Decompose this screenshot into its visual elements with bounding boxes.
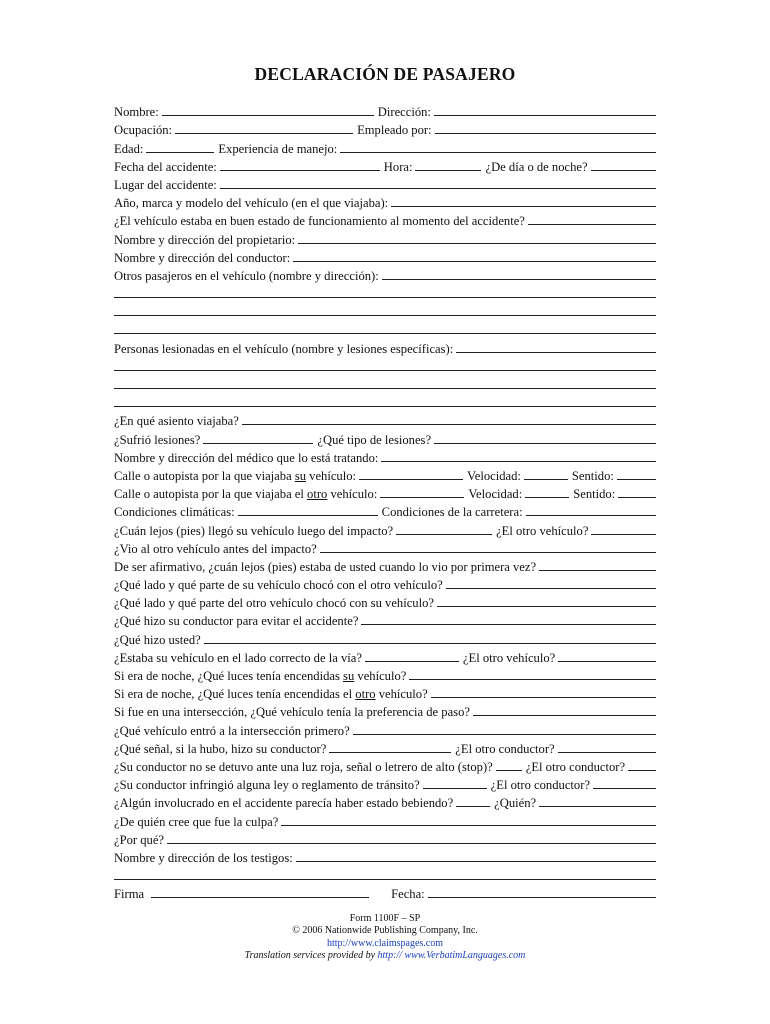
form-row [114, 519, 656, 537]
field-label: ¿Qué hizo su conductor para evitar el accidente? [114, 614, 359, 629]
field-label: Velocidad: [467, 468, 521, 483]
tipo-lesiones-field[interactable] [434, 443, 656, 444]
field-label: De ser afirmativo, ¿cuán lejos (pies) estaba de usted cuando lo vio por primera vez? [114, 559, 537, 574]
translation-credit: Translation services provided by http:// www.VerbatimLanguages.com [244, 950, 526, 962]
testigos-field[interactable] [296, 861, 656, 862]
field-label: Nombre y dirección de los testigos: [114, 850, 293, 865]
field-label: Dirección: [377, 105, 431, 120]
field-label: Fecha: [391, 887, 425, 902]
form-row [114, 810, 656, 828]
field-label: ¿Qué tipo de lesiones? [317, 432, 432, 447]
afirmativo-field[interactable] [539, 570, 656, 571]
form-row [114, 483, 656, 501]
field-label: ¿Qué lado y qué parte de su vehículo chocó con el otro vehículo? [114, 578, 443, 593]
firma-field[interactable] [151, 897, 369, 898]
field-label: Si fue en una intersección, ¿Qué vehículo tenía la preferencia de paso? [114, 705, 470, 720]
lado-su-field[interactable] [446, 588, 656, 589]
lado-otro-field[interactable] [437, 606, 656, 607]
infringio-field[interactable] [423, 788, 487, 789]
form-row [114, 647, 656, 665]
form-row [114, 265, 656, 283]
nombre-field[interactable] [162, 115, 374, 116]
field-label: Nombre: [114, 105, 159, 120]
form-row [114, 283, 656, 301]
quien-field[interactable] [539, 806, 656, 807]
buen-estado-field[interactable] [528, 224, 656, 225]
field-label: Calle o autopista por la que viajaba el otro vehículo: [114, 487, 378, 502]
form-row [114, 337, 656, 355]
field-label: Sentido: [571, 468, 614, 483]
velocidad-su-field[interactable] [524, 479, 568, 480]
copyright: © 2006 Nationwide Publishing Company, Inc. [292, 925, 478, 937]
form-row [114, 610, 656, 628]
otros-pasajeros-line[interactable] [114, 333, 656, 334]
culpa-field[interactable] [281, 825, 656, 826]
otros-pasajeros-field[interactable] [382, 279, 656, 280]
field-label: ¿En qué asiento viajaba? [114, 414, 239, 429]
asiento-field[interactable] [242, 424, 656, 425]
field-label: ¿Qué señal, si la hubo, hizo su conductor? [114, 741, 327, 756]
form-row [114, 592, 656, 610]
field-label: Personas lesionadas en el vehículo (nombre y lesiones específicas): [114, 341, 454, 356]
form-row [114, 319, 656, 337]
field-label: Edad: [114, 141, 144, 156]
form-row [114, 374, 656, 392]
page-footer [0, 913, 770, 963]
form-row [114, 865, 656, 883]
sentido-otro-field[interactable] [618, 497, 656, 498]
lesionadas-field[interactable] [456, 352, 656, 353]
field-label: ¿Algún involucrado en el accidente parecía haber estado bebiendo? [114, 796, 454, 811]
field-label: ¿El vehículo estaba en buen estado de funcionamiento al momento del accidente? [114, 214, 525, 229]
field-label: ¿Cuán lejos (pies) llegó su vehículo luego del impacto? [114, 523, 394, 538]
field-label: ¿De día o de noche? [485, 159, 588, 174]
ocupacion-field[interactable] [175, 133, 353, 134]
form-row [114, 119, 656, 137]
form-row [114, 538, 656, 556]
cuan-lejos-field[interactable] [396, 534, 492, 535]
form-row [114, 774, 656, 792]
medico-field[interactable] [381, 461, 656, 462]
field-label: ¿Estaba su vehículo en el lado correcto de la vía? [114, 650, 362, 665]
fecha-accidente-field[interactable] [220, 170, 380, 171]
field-label: Nombre y dirección del propietario: [114, 232, 296, 247]
form-row [114, 301, 656, 319]
sufrio-field[interactable] [203, 443, 313, 444]
dia-noche-field[interactable] [591, 170, 656, 171]
field-label: Lugar del accidente: [114, 177, 217, 192]
field-label: ¿Vio al otro vehículo antes del impacto? [114, 541, 317, 556]
field-label: ¿El otro conductor? [455, 741, 555, 756]
field-label: Año, marca y modelo del vehículo (en el que viajaba): [114, 196, 389, 211]
form-row [114, 137, 656, 155]
form-row [114, 410, 656, 428]
field-label: Empleado por: [357, 123, 432, 138]
detuvo-otro-field[interactable] [628, 770, 656, 771]
testigos-line[interactable] [114, 879, 656, 880]
form-row [114, 719, 656, 737]
lesionadas-line[interactable] [114, 388, 656, 389]
field-label: ¿Su conductor infringió alguna ley o reglamento de tránsito? [114, 778, 420, 793]
field-label: Condiciones climáticas: [114, 505, 235, 520]
field-label: ¿El otro conductor? [525, 759, 626, 774]
field-label: ¿El otro vehículo? [496, 523, 589, 538]
form-row [114, 447, 656, 465]
claimspages-link[interactable]: http://www.claimspages.com [327, 937, 443, 949]
form-row [114, 847, 656, 865]
field-label: ¿Qué vehículo entró a la intersección primero? [114, 723, 350, 738]
passenger-statement-form [114, 101, 656, 901]
propietario-field[interactable] [298, 243, 656, 244]
lado-correcto-otro-field[interactable] [558, 661, 656, 662]
form-row [114, 210, 656, 228]
lugar-field[interactable] [220, 188, 656, 189]
climaticas-field[interactable] [238, 515, 378, 516]
form-row [114, 428, 656, 446]
senal-field[interactable] [329, 752, 451, 753]
form-row [114, 738, 656, 756]
field-label: Firma [114, 887, 145, 902]
senal-otro-field[interactable] [558, 752, 656, 753]
form-row [114, 756, 656, 774]
form-row [114, 465, 656, 483]
empleado-por-field[interactable] [435, 133, 656, 134]
field-label: Experiencia de manejo: [218, 141, 338, 156]
form-row [114, 501, 656, 519]
form-row [114, 356, 656, 374]
form-row [114, 701, 656, 719]
form-row [114, 683, 656, 701]
vio-otro-field[interactable] [320, 552, 656, 553]
form-row [114, 101, 656, 119]
calle-su-field[interactable] [359, 479, 463, 480]
interseccion-field[interactable] [473, 715, 656, 716]
lesionadas-line[interactable] [114, 370, 656, 371]
field-label: ¿Qué lado y qué parte del otro vehículo chocó con su vehículo? [114, 596, 434, 611]
carretera-field[interactable] [526, 515, 656, 516]
form-row [114, 392, 656, 410]
field-label: Condiciones de la carretera: [381, 505, 523, 520]
field-label: ¿De quién cree que fue la culpa? [114, 814, 279, 829]
page-title: DECLARACIÓN DE PASAJERO [254, 64, 516, 84]
sentido-su-field[interactable] [617, 479, 656, 480]
field-label: ¿Quién? [494, 796, 537, 811]
direccion-field[interactable] [434, 115, 656, 116]
form-row [114, 156, 656, 174]
conductor-field[interactable] [293, 261, 656, 262]
verbatim-link[interactable]: http:// www.VerbatimLanguages.com [377, 950, 526, 962]
infringio-otro-field[interactable] [593, 788, 656, 789]
hizo-usted-field[interactable] [204, 643, 656, 644]
form-row [114, 792, 656, 810]
form-row [114, 556, 656, 574]
field-label: Otros pasajeros en el vehículo (nombre y dirección): [114, 268, 379, 283]
field-label: ¿Por qué? [114, 832, 165, 847]
form-row [114, 665, 656, 683]
field-label: Si era de noche, ¿Qué luces tenía encendidas su vehículo? [114, 669, 407, 683]
field-label: ¿El otro vehículo? [462, 650, 556, 665]
ano-marca-field[interactable] [391, 206, 656, 207]
form-row [114, 574, 656, 592]
form-row [114, 247, 656, 265]
calle-otro-field[interactable] [380, 497, 464, 498]
field-label: ¿El otro conductor? [490, 778, 590, 793]
field-label: ¿Qué hizo usted? [114, 632, 201, 647]
form-row [114, 829, 656, 847]
field-label: Si era de noche, ¿Qué luces tenía encendidas el otro vehículo? [114, 687, 428, 702]
field-label: ¿Su conductor no se detuvo ante una luz roja, señal o letrero de alto (stop)? [114, 759, 493, 774]
field-label: Ocupación: [114, 123, 173, 138]
form-row [114, 192, 656, 210]
cuan-lejos-otro-field[interactable] [591, 534, 656, 535]
otros-pasajeros-line[interactable] [114, 315, 656, 316]
entro-field[interactable] [353, 734, 656, 735]
fecha-field[interactable] [428, 897, 656, 898]
form-row [114, 883, 656, 901]
edad-field[interactable] [146, 152, 214, 153]
form-row [114, 628, 656, 646]
field-label: Velocidad: [468, 487, 523, 502]
hizo-conductor-field[interactable] [361, 624, 656, 625]
velocidad-otro-field[interactable] [525, 497, 569, 498]
otros-pasajeros-line[interactable] [114, 297, 656, 298]
form-row [114, 228, 656, 246]
experiencia-field[interactable] [340, 152, 656, 153]
bebiendo-field[interactable] [456, 806, 490, 807]
field-label: Nombre y dirección del conductor: [114, 250, 291, 265]
luces-otro-field[interactable] [431, 697, 656, 698]
lado-correcto-field[interactable] [365, 661, 459, 662]
field-label: ¿Sufrió lesiones? [114, 432, 201, 447]
field-label: Nombre y dirección del médico que lo está tratando: [114, 450, 379, 465]
luces-su-field[interactable] [409, 679, 656, 680]
form-row [114, 174, 656, 192]
detuvo-field[interactable] [496, 770, 522, 771]
hora-field[interactable] [415, 170, 481, 171]
field-label: Fecha del accidente: [114, 159, 217, 174]
form-number: Form 1100F – SP [349, 913, 421, 924]
field-label: Sentido: [573, 487, 616, 502]
lesionadas-line[interactable] [114, 406, 656, 407]
field-label: Hora: [383, 159, 413, 174]
por-que-field[interactable] [167, 843, 656, 844]
field-label: Calle o autopista por la que viajaba su vehículo: [114, 468, 357, 483]
